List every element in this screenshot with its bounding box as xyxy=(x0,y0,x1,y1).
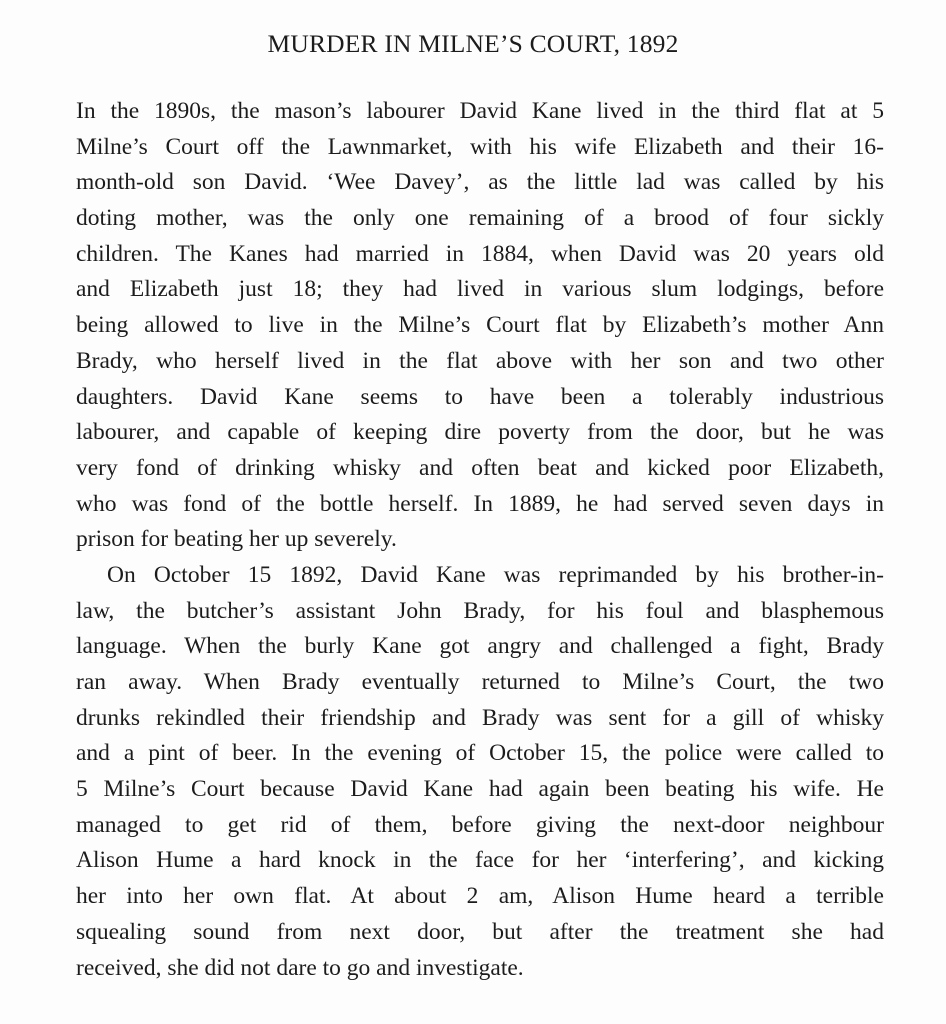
text-line: drunks rekindled their friendship and Brady was sent for a gill of whisky xyxy=(76,704,884,731)
text-line: prison for beating her up severely. xyxy=(76,526,397,553)
text-line: doting mother, was the only one remaining of a brood of four sickly xyxy=(76,205,884,232)
text-line: language. When the burly Kane got angry and challenged a fight, Brady xyxy=(76,633,884,660)
text-line: managed to get rid of them, before giving the next-door neighbour xyxy=(76,811,884,838)
text-line: who was fond of the bottle herself. In 1889, he had served seven days in xyxy=(76,490,884,517)
text-line: received, she did not dare to go and investigate. xyxy=(76,954,524,981)
text-line: 5 Milne’s Court because David Kane had again been beating his wife. He xyxy=(76,776,884,803)
body-text xyxy=(76,94,884,986)
text-line: Milne’s Court off the Lawnmarket, with his wife Elizabeth and their 16- xyxy=(76,133,884,160)
text-line: children. The Kanes had married in 1884, when David was 20 years old xyxy=(76,240,884,267)
text-line: and Elizabeth just 18; they had lived in various slum lodgings, before xyxy=(76,276,884,303)
text-line: law, the butcher’s assistant John Brady, for his foul and blasphemous xyxy=(76,597,884,624)
text-line: month-old son David. ‘Wee Davey’, as the little lad was called by his xyxy=(76,169,884,196)
paragraph xyxy=(76,558,884,986)
page-title: MURDER IN MILNE’S COURT, 1892 xyxy=(267,29,679,58)
text-line: her into her own flat. At about 2 am, Alison Hume heard a terrible xyxy=(76,883,884,910)
text-line: being allowed to live in the Milne’s Court flat by Elizabeth’s mother Ann xyxy=(76,312,884,339)
text-line: squealing sound from next door, but after the treatment she had xyxy=(76,918,884,945)
text-line: On October 15 1892, David Kane was reprimanded by his brother-in- xyxy=(107,561,884,588)
text-line: labourer, and capable of keeping dire poverty from the door, but he was xyxy=(76,419,884,446)
text-line: daughters. David Kane seems to have been a tolerably industrious xyxy=(76,383,884,410)
paragraph xyxy=(76,94,884,558)
text-line: very fond of drinking whisky and often beat and kicked poor Elizabeth, xyxy=(76,454,884,481)
text-line: Brady, who herself lived in the flat above with her son and two other xyxy=(76,347,884,374)
text-line: Alison Hume a hard knock in the face for her ‘interfering’, and kicking xyxy=(76,847,884,874)
text-line: and a pint of beer. In the evening of October 15, the police were called to xyxy=(76,740,884,767)
text-line: In the 1890s, the mason’s labourer David Kane lived in the third flat at 5 xyxy=(76,98,884,124)
text-line: ran away. When Brady eventually returned to Milne’s Court, the two xyxy=(76,669,884,695)
